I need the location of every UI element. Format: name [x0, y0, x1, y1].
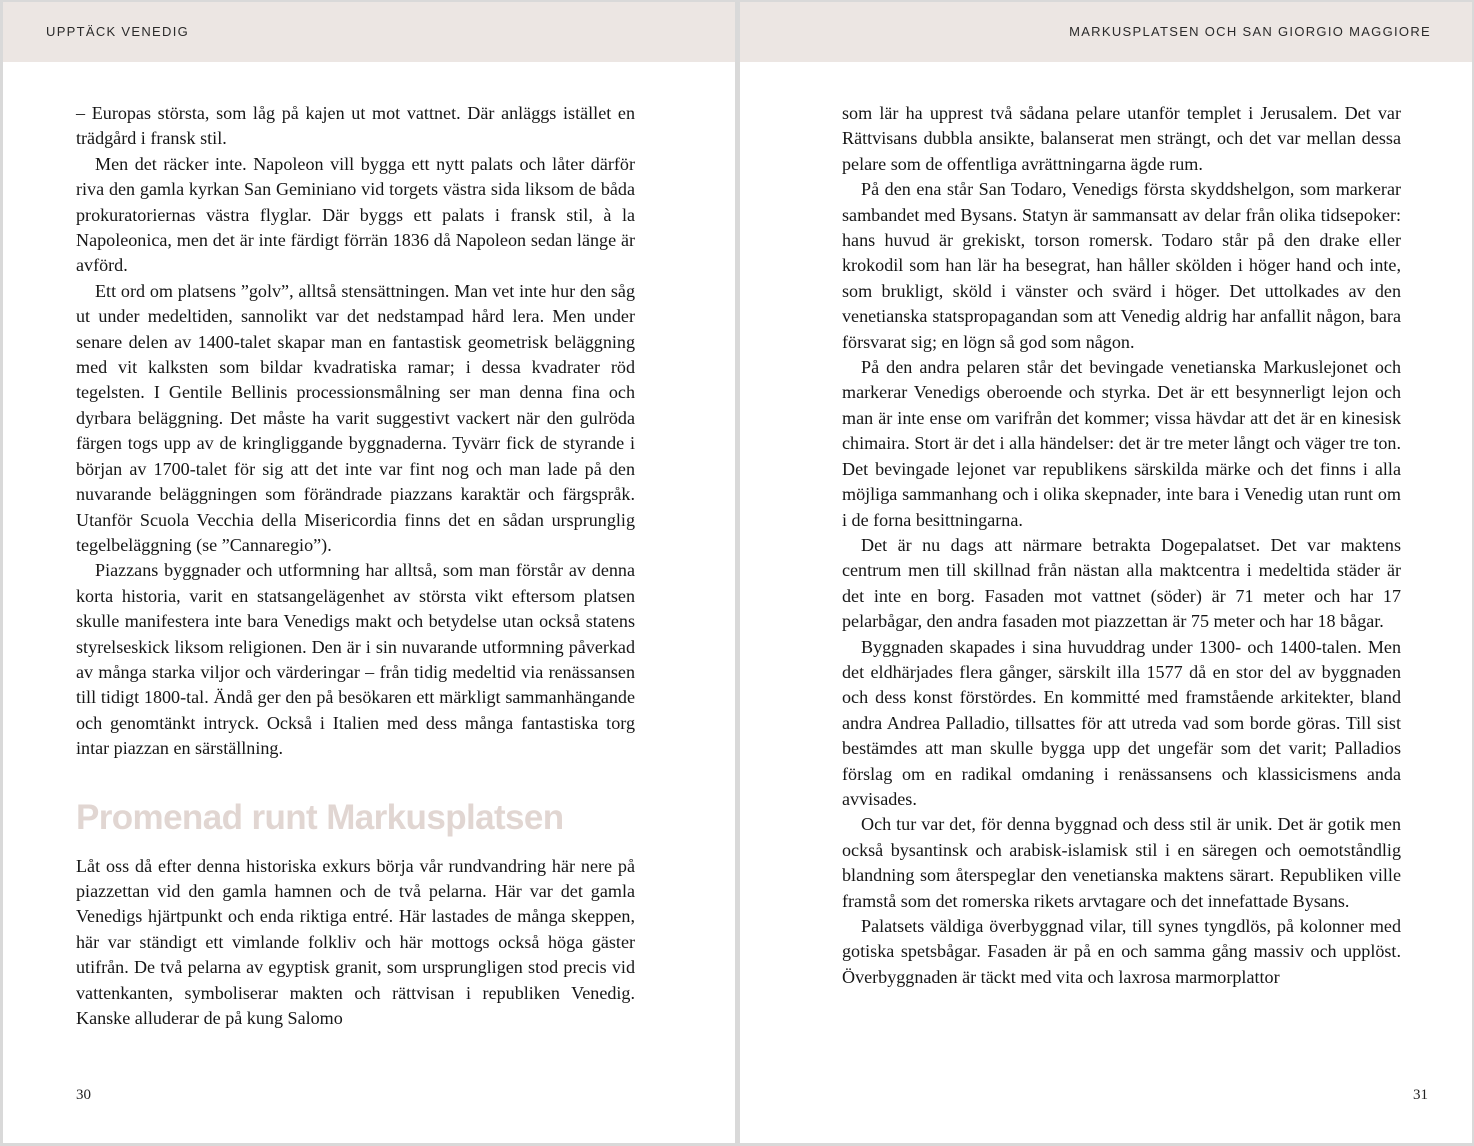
right-text-column: [842, 101, 1401, 990]
left-page: [3, 2, 735, 1143]
paragraph: Men det räcker inte. Napoleon vill bygga ett nytt palats och låter därför riva den gamla kyrkan San Geminiano vid torgets västra sida liksom de båda prokuratoriernas västra flyglar. Där byggs ett palats i fransk stil, à la Napoleonica, men det är inte färdigt förrän 1836 då Napoleon sedan länge är avförd.: [76, 153, 635, 276]
paragraph: Och tur var det, för denna byggnad och dess stil är unik. Det är gotik men också bysantinsk och arabisk-islamisk stil i en säregen och oemotståndlig blandning som återspeglar den venetianska maktens särart. Republiken ville framstå som det romerska rikets arvtagare och det innefattade Bysans.: [842, 814, 1401, 911]
paragraph: Det är nu dags att närmare betrakta Dogepalatset. Det var maktens centrum men till skillnad från nästan alla maktcentra i medeltida städer är det inte en borg. Fasaden mot vattnet (söder) är 71 meter och har 17 pelarbågar, den andra fasaden mot piazzettan är 75 meter och har 18 bågar.: [842, 534, 1401, 632]
paragraph: På den ena står San Todaro, Venedigs första skyddshelgon, som markerar sambandet med Bysans. Statyn är sammansatt av delar från olika tidsepoker: hans huvud är grekiskt, torson romersk. Todaro står på den drake eller krokodil som han lär ha besegrat, han håller skölden i höger hand och inte, som brukligt, sköld i vänster och svärd i höger. Det uttolkades av den venetianska statspropagandan som att Venedig aldrig har anfallit någon, bara försvarat sig; en lögn så god som någon.: [842, 179, 1401, 352]
page-number-left: 30: [76, 1087, 91, 1103]
right-page: [740, 2, 1472, 1143]
running-header-left: UPPTÄCK VENEDIG: [3, 2, 735, 62]
paragraph: Byggnaden skapades i sina huvuddrag under 1300- och 1400-talen. Men det eldhärjades flera gånger, särskilt illa 1577 då en stor del av byggnaden och dess konst förstördes. En kommitté med framstående arkitekter, bland andra Andrea Palladio, tillsattes för att utreda vad som borde göras. Till sist bestämdes att man skulle bygga upp det ungefär som det varit; Palladios förslag om en radikal omdaning i renässansens och klassicismens anda avvisades.: [842, 636, 1401, 809]
section-heading: Promenad runt Markusplatsen: [76, 797, 564, 837]
paragraph: På den andra pelaren står det bevingade venetianska Markuslejonet och markerar Venedigs oberoende och styrka. Det är ett besynnerligt lejon och man är inte ense om varifrån det kommer; vissa hävdar att det är en kinesisk chimaira. Stort är det i alla händelser: det är tre meter långt och väger tre ton. Det bevingade lejonet var republikens särskilda märke och det finns i alla möjliga sammanhang och i olika skepnader, inte bara i Venedig utan runt om i de forna besittningarna.: [842, 357, 1401, 530]
paragraph: som lär ha upprest två sådana pelare utanför templet i Jerusalem. Det var Rättvisans dubbla ansikte, balanserat men strängt, och det var mellan dessa pelare som de offentliga avrättningarna ägde rum.: [842, 103, 1401, 174]
left-text-column: [76, 101, 635, 1031]
paragraph: Låt oss då efter denna historiska exkurs börja vår rundvandring här nere på piazzettan vid den gamla hamnen och de två pelarna. Här var det gamla Venedigs hjärtpunkt och enda riktiga entré. Här lastades de många skeppen, här var ständigt ett vimlande folkliv och här mottogs också höga gäster utifrån. De två pelarna av egyptisk granit, som ursprungligen stod precis vid vattenkanten, symboliserar makten och rättvisan i republiken Venedig. Kanske alluderar de på kung Salomo: [76, 855, 635, 1028]
running-header-right: MARKUSPLATSEN OCH SAN GIORGIO MAGGIORE: [740, 2, 1472, 62]
paragraph: – Europas största, som låg på kajen ut mot vattnet. Där anläggs istället en trädgård i fransk stil.: [76, 103, 635, 149]
paragraph: Piazzans byggnader och utformning har alltså, som man förstår av denna korta historia, varit en statsangelägenhet av största vikt eftersom platsen skulle manifestera inte bara Venedigs makt och betydelse utan också statens styrelseskick liksom religionen. Den är i sin nuvarande utformning påverkad av många starka viljor och värderingar – från tidig medeltid via renässansen till tidigt 1800-tal. Ändå ger den på besökaren ett märkligt sammanhängande och genomtänkt intryck. Också i Italien med dess många fantastiska torg intar piazzan en särställning.: [76, 560, 635, 759]
paragraph: Ett ord om platsens ”golv”, alltså stensättningen. Man vet inte hur den såg ut under medeltiden, sannolikt var det nedstampad hård lera. Men under senare delen av 1400-talet skapar man en fantastisk geometrisk beläggning med vit kalksten som bildar kvadratiska ramar; i dessa kvadrater röd tegelsten. I Gentile Bellinis processionsmålning ser man denna fina och dyrbara beläggning. Det måste ha varit suggestivt vackert när den gulröda färgen togs upp av de kringliggande byggnaderna. Tyvärr fick de styrande i början av 1700-talet för sig att det inte var fint nog och man lade på den nuvarande beläggningen som förändrade piazzans karaktär och färgspråk. Utanför Scuola Vecchia della Misericordia finns det en sådan ursprunglig tegelbeläggning (se ”Cannaregio”).: [76, 280, 635, 555]
page-number-right: 31: [1413, 1087, 1428, 1103]
paragraph: Palatsets väldiga överbyggnad vilar, till synes tyngdlös, på kolonner med gotiska spetsbågar. Fasaden är på en och samma gång massiv och upplöst. Överbyggnaden är täckt med vita och laxrosa marmorplattor: [842, 916, 1401, 987]
